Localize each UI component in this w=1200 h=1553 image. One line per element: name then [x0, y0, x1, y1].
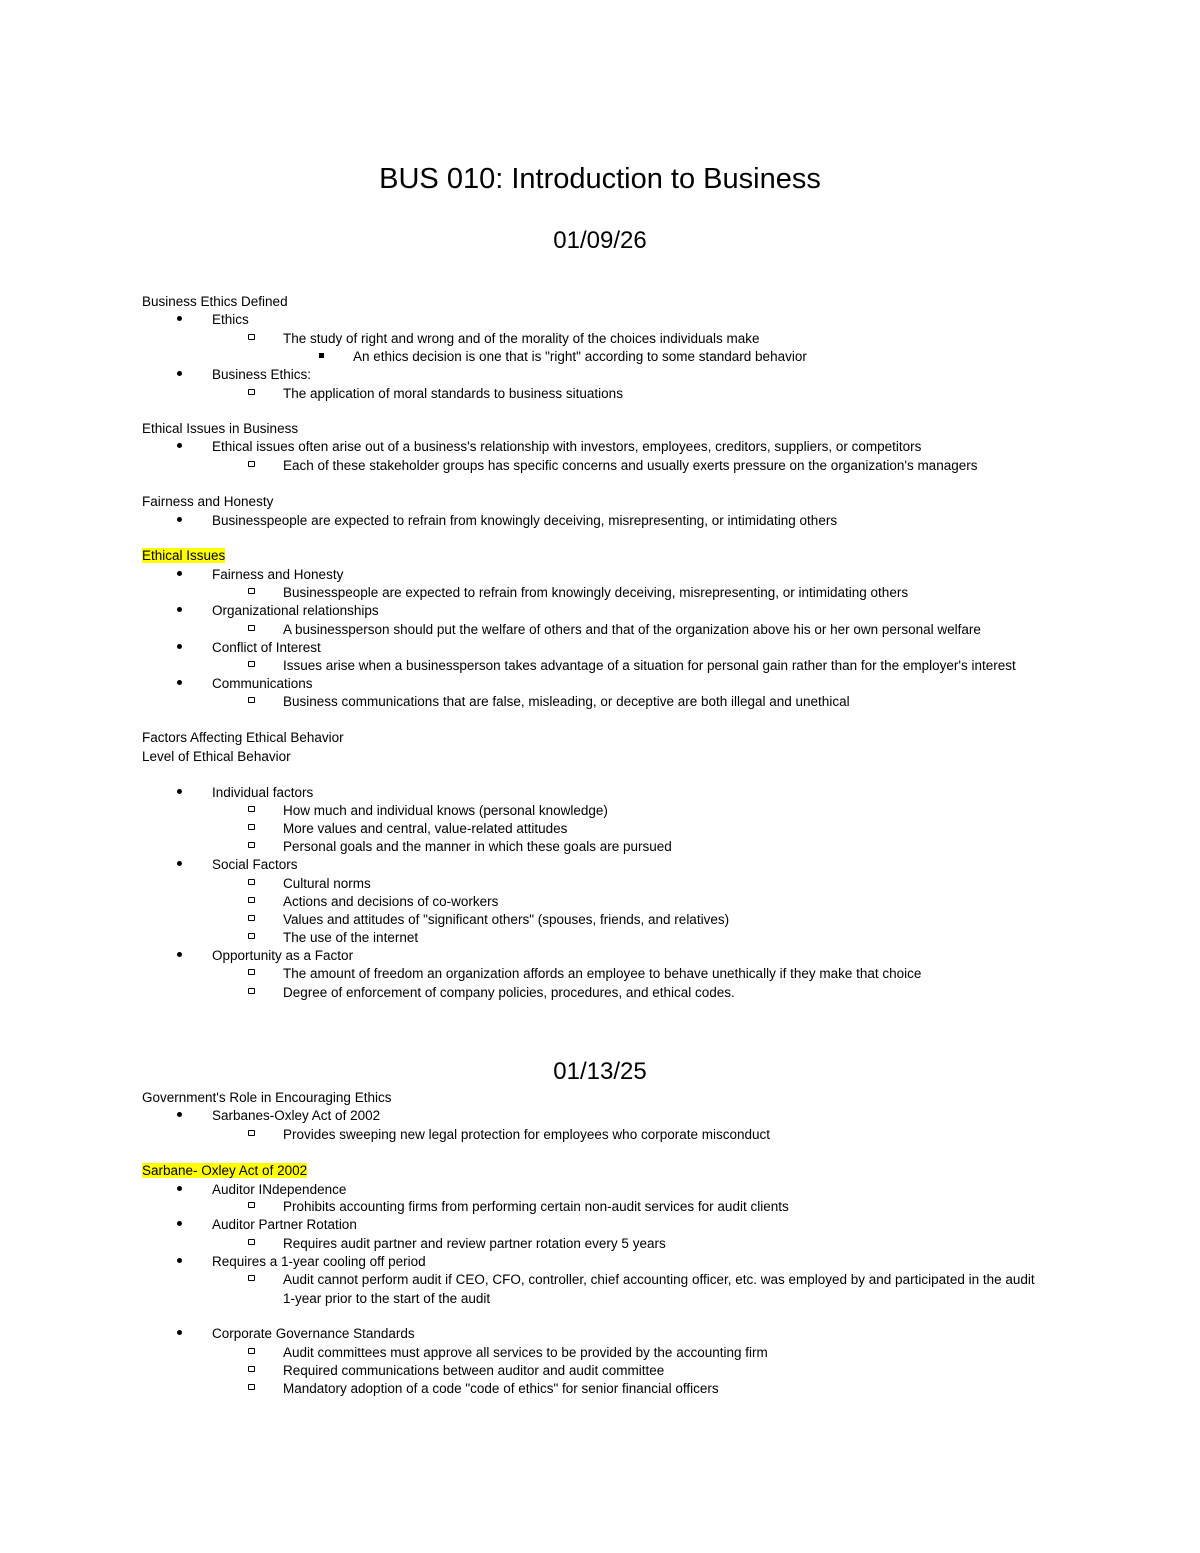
list-item: Each of these stakeholder groups has specific concerns and usually exerts pressure on the organization's managers — [283, 458, 978, 473]
sub-bullet-icon — [245, 1198, 257, 1216]
bullet-icon — [173, 366, 185, 384]
bullet-icon — [173, 639, 185, 657]
list-item: Prohibits accounting firms from performing certain non-audit services for audit clients — [283, 1199, 789, 1214]
section-heading: Business Ethics Defined — [142, 294, 288, 309]
list-item: Business communications that are false, misleading, or deceptive are both illegal and unethical — [283, 694, 850, 709]
bullet-icon — [173, 1216, 185, 1234]
list-item: Cultural norms — [283, 876, 371, 891]
list-item: Businesspeople are expected to refrain from knowingly deceiving, misrepresenting, or intimidating others — [212, 513, 838, 528]
list-item: Ethical issues often arise out of a business's relationship with investors, employees, creditors, suppliers, or competitors — [212, 439, 922, 454]
list-item: Issues arise when a businessperson takes advantage of a situation for personal gain rather than for the employer's interest — [283, 658, 1016, 673]
sub-bullet-icon — [245, 1271, 257, 1289]
list-item: Auditor Partner Rotation — [212, 1217, 357, 1232]
bullet-icon — [173, 311, 185, 329]
bullet-icon — [173, 512, 185, 530]
sub-bullet-icon — [245, 1235, 257, 1253]
section-heading: Government's Role in Encouraging Ethics — [142, 1090, 392, 1105]
list-item: Communications — [212, 676, 313, 691]
section-subheading: Level of Ethical Behavior — [142, 749, 291, 764]
sub-bullet-icon — [245, 1126, 257, 1144]
list-item: The use of the internet — [283, 930, 419, 945]
list-item: The application of moral standards to business situations — [283, 386, 623, 401]
date-heading: 01/13/25 — [553, 1058, 647, 1085]
list-item: Opportunity as a Factor — [212, 948, 354, 963]
list-item: Sarbanes-Oxley Act of 2002 — [212, 1108, 381, 1123]
list-item: Degree of enforcement of company policies, procedures, and ethical codes. — [283, 985, 735, 1000]
list-item: A businessperson should put the welfare of others and that of the organization above his or her own personal welfare — [283, 622, 981, 637]
sub-bullet-icon — [245, 875, 257, 893]
bullet-icon — [173, 856, 185, 874]
list-item: Actions and decisions of co-workers — [283, 894, 499, 909]
sub-bullet-icon — [245, 911, 257, 929]
list-item: The amount of freedom an organization affords an employee to behave unethically if they make that choice — [283, 966, 922, 981]
list-item: The study of right and wrong and of the morality of the choices individuals make — [283, 331, 760, 346]
section-heading: Factors Affecting Ethical Behavior — [142, 730, 344, 745]
sub-bullet-icon — [245, 657, 257, 675]
list-item: Requires audit partner and review partner rotation every 5 years — [283, 1236, 666, 1251]
list-item: Mandatory adoption of a code "code of ethics" for senior financial officers — [283, 1381, 719, 1396]
sub-bullet-icon — [245, 693, 257, 711]
sub-bullet-icon — [245, 802, 257, 820]
square-bullet-icon — [315, 348, 327, 366]
list-item: How much and individual knows (personal knowledge) — [283, 803, 608, 818]
sub-bullet-icon — [245, 330, 257, 348]
bullet-icon — [173, 438, 185, 456]
sub-bullet-icon — [245, 457, 257, 475]
list-item: Social Factors — [212, 857, 298, 872]
list-item: An ethics decision is one that is "right" according to some standard behavior — [353, 349, 807, 364]
list-item: Values and attitudes of "significant others" (spouses, friends, and relatives) — [283, 912, 730, 927]
sub-bullet-icon — [245, 838, 257, 856]
list-item: Individual factors — [212, 785, 314, 800]
bullet-icon — [173, 602, 185, 620]
highlighted-text: Ethical Issues — [142, 548, 226, 563]
list-item: More values and central, value-related attitudes — [283, 821, 568, 836]
highlighted-text: Sarbane- Oxley Act of 2002 — [142, 1163, 308, 1178]
list-item: Corporate Governance Standards — [212, 1326, 415, 1341]
list-item: Conflict of Interest — [212, 640, 321, 655]
list-item: Organizational relationships — [212, 603, 379, 618]
bullet-icon — [173, 1107, 185, 1125]
list-item: Ethics — [212, 312, 249, 327]
bullet-icon — [173, 1325, 185, 1343]
section-heading-highlighted — [142, 1162, 307, 1180]
sub-bullet-icon — [245, 385, 257, 403]
sub-bullet-icon — [245, 621, 257, 639]
list-item: Provides sweeping new legal protection for employees who corporate misconduct — [283, 1127, 771, 1142]
bullet-icon — [173, 947, 185, 965]
sub-bullet-icon — [245, 1344, 257, 1362]
list-item: Required communications between auditor and audit committee — [283, 1363, 665, 1378]
document-title: BUS 010: Introduction to Business — [379, 163, 821, 195]
sub-bullet-icon — [245, 1362, 257, 1380]
bullet-icon — [173, 784, 185, 802]
list-item: Auditor INdependence — [212, 1182, 347, 1197]
sub-bullet-icon — [245, 929, 257, 947]
list-item: Business Ethics: — [212, 367, 312, 382]
sub-bullet-icon — [245, 984, 257, 1002]
list-item: Personal goals and the manner in which these goals are pursued — [283, 839, 672, 854]
bullet-icon — [173, 675, 185, 693]
sub-bullet-icon — [245, 584, 257, 602]
section-heading: Fairness and Honesty — [142, 494, 274, 509]
bullet-icon — [173, 566, 185, 584]
section-heading-highlighted — [142, 547, 225, 565]
list-item: Audit cannot perform audit if CEO, CFO, controller, chief accounting officer, etc. was employed by and participated in the audit — [283, 1272, 1035, 1287]
sub-bullet-icon — [245, 1380, 257, 1398]
date-heading: 01/09/26 — [553, 227, 647, 254]
section-heading: Ethical Issues in Business — [142, 421, 299, 436]
list-item: Requires a 1-year cooling off period — [212, 1254, 426, 1269]
list-item: Audit committees must approve all services to be provided by the accounting firm — [283, 1345, 768, 1360]
list-item: Businesspeople are expected to refrain from knowingly deceiving, misrepresenting, or intimidating others — [283, 585, 909, 600]
bullet-icon — [173, 1181, 185, 1199]
list-item-continuation: 1-year prior to the start of the audit — [283, 1291, 491, 1306]
sub-bullet-icon — [245, 965, 257, 983]
list-item: Fairness and Honesty — [212, 567, 344, 582]
sub-bullet-icon — [245, 820, 257, 838]
bullet-icon — [173, 1253, 185, 1271]
sub-bullet-icon — [245, 893, 257, 911]
